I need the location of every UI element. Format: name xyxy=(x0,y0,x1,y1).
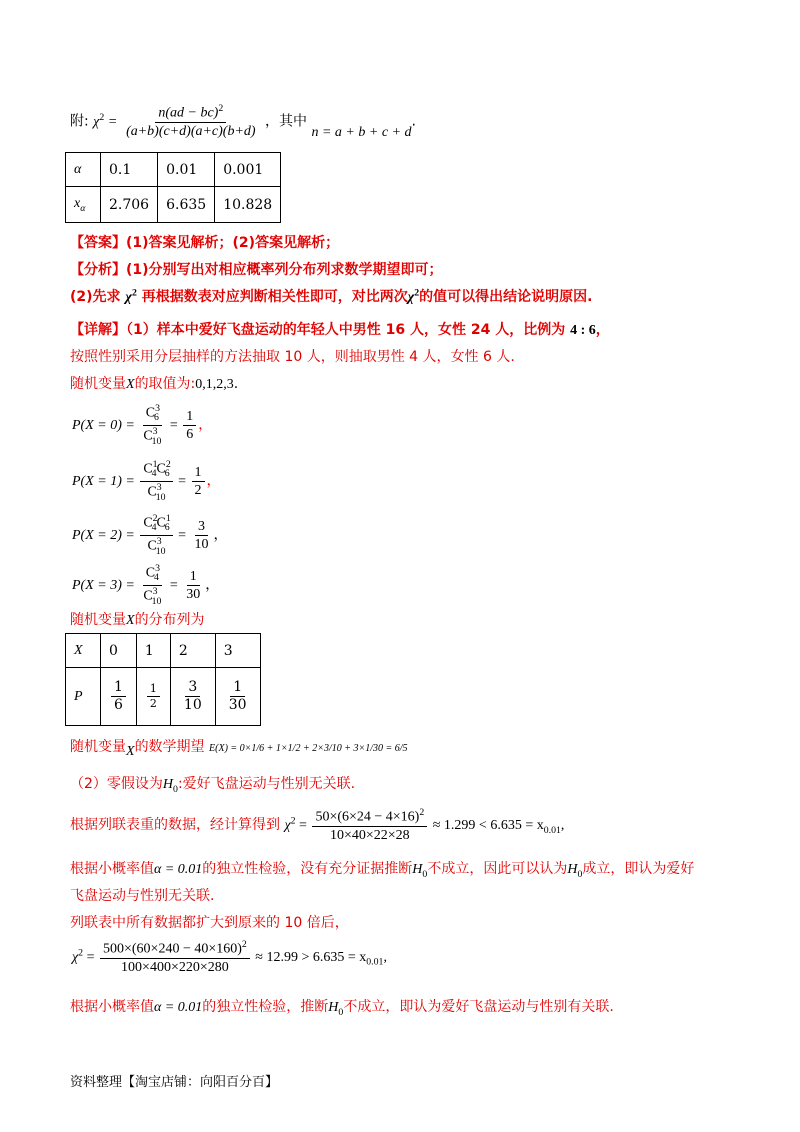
test-line-1: 根据小概率值α = 0.01的独立性检验，没有充分证据推断$H_0$不成立，因此可以认为$H_0$成立，即认为爱好 xyxy=(70,861,695,880)
table-cell: 1 xyxy=(136,634,170,668)
final-conclusion-line: 根据小概率值α = 0.01的独立性检验，推断$H_0$不成立，即认为爱好飞盘运动与性别有关联. xyxy=(70,999,614,1018)
prob-x3: P(X = 3) = $\frac{C^3_4}{C^3_{10}}$ = $\frac{1}{30}$ ， xyxy=(72,563,220,607)
table-cell: P xyxy=(66,668,101,726)
expectation-formula: E(X) = 0×1/6 + 1×1/2 + 2×3/10 + 3×1/30 = 6/5 xyxy=(209,743,408,754)
ratio: 4 : 6 xyxy=(570,323,596,338)
detail-line-1: 【详解】（1）样本中爱好飞盘运动的年轻人中男性 16 人，女性 24 人，比例为 4 : 6， xyxy=(70,322,610,338)
expectation-line: 随机变量X的数学期望 E(X) = 0×1/6 + 1×1/2 + 2×3/10 + 3×1/30 = 6/5 xyxy=(70,739,408,759)
table-cell: X xyxy=(66,634,101,668)
analysis-line-1: 【分析】(1)分别写出对相应概率列分布列求数学期望即可； xyxy=(70,262,443,278)
table-cell: 0.01 xyxy=(158,153,215,187)
analysis-tag: 【分析】 xyxy=(70,262,126,278)
test-line-2: 飞盘运动与性别无关联. xyxy=(70,888,215,904)
dist-label-line: 随机变量X的分布列为 xyxy=(70,612,205,628)
critical-value-table xyxy=(65,152,281,223)
prob-x2: P(X = 2) = $\frac{C^2_4C^1_6}{C^3_{10}}$ = $\frac{3}{10}$ ， xyxy=(72,513,228,557)
table-cell: 2.706 xyxy=(101,187,158,223)
chi-square-fraction: $\frac{n(ad - bc)^2}{(a+b)(c+d)(a+c)(b+d)}$ xyxy=(126,103,256,140)
prob-x1: P(X = 1) = $\frac{C^1_4C^2_6}{C^3_{10}}$ = $\frac{1}{2}$ ， xyxy=(72,459,221,503)
n-definition: n = a + b + c + d xyxy=(311,124,412,140)
detail-tag: 【详解】 xyxy=(70,322,126,338)
table-cell: $\frac{1}{30}$ xyxy=(215,668,260,726)
distribution-table xyxy=(65,633,261,726)
table-cell: 0 xyxy=(101,634,137,668)
table-cell: 0.001 xyxy=(215,153,281,187)
answer-tag: 【答案】 xyxy=(70,235,126,251)
scale-line: 列联表中所有数据都扩大到原来的 10 倍后， xyxy=(70,915,349,931)
footer-source: 资料整理【淘宝店铺：向阳百分百】 xyxy=(70,1075,279,1090)
appendix-where: ，其中 xyxy=(265,113,308,130)
analysis-line-2: (2)先求 $\chi^2$ 再根据数表对应判断相关性即可，对比两次$\chi^2$的值可以得出结论说明原因. xyxy=(70,287,593,305)
detail-line-2: 按照性别采用分层抽样的方法抽取 10 人，则抽取男性 4 人，女性 6 人. xyxy=(70,349,515,365)
chi-square-calc-2: $\chi^2$ = $\frac{500\times(60\times 240 - 40\times 160)^2}{100\times 400\times 220\times 280}$ ≈ $12.99 > 6.635 = x_{0.01}$, xyxy=(72,939,387,976)
table-cell: $\frac{1}{2}$ xyxy=(136,668,170,726)
table-cell: 3 xyxy=(215,634,260,668)
table-cell: 10.828 xyxy=(215,187,281,223)
appendix-label: 附: xyxy=(70,113,89,130)
prob-x0: P(X = 0) = $\frac{C^3_6}{C^3_{10}}$ = $\frac{1}{6}$ ， xyxy=(72,403,213,447)
table-cell: $\frac{1}{6}$ xyxy=(101,668,137,726)
answer-line xyxy=(70,232,339,252)
null-hypothesis-line: （2）零假设为$H_0$:爱好飞盘运动与性别无关联. xyxy=(70,776,356,795)
table-cell: $x_\alpha$ xyxy=(66,187,101,223)
chi-square-calc-1: 根据列联表重的数据，经计算得到 $\chi^2$ = $\frac{50\times(6\times 24 - 4\times 16)^2}{10\times 40\times 22\times 28}$ ≈ $1.299 < 6.635 = x_{0.01}$, xyxy=(70,807,565,844)
answer-text: (1)答案见解析；(2)答案见解析； xyxy=(126,235,340,251)
appendix-line: 附: $\chi^2$ = $\frac{n(ad - bc)^2}{(a+b)(c+d)(a+c)(b+d)}$ ，其中 n = a + b + c + d. xyxy=(70,103,416,140)
rv-values-line: 随机变量X的取值为:0,1,2,3. xyxy=(70,376,239,392)
table-cell: 0.1 xyxy=(101,153,158,187)
table-cell: 2 xyxy=(170,634,215,668)
table-cell: 6.635 xyxy=(158,187,215,223)
table-cell: $\frac{3}{10}$ xyxy=(170,668,215,726)
table-cell: α xyxy=(66,153,101,187)
chi-square-symbol: χ xyxy=(93,114,100,130)
